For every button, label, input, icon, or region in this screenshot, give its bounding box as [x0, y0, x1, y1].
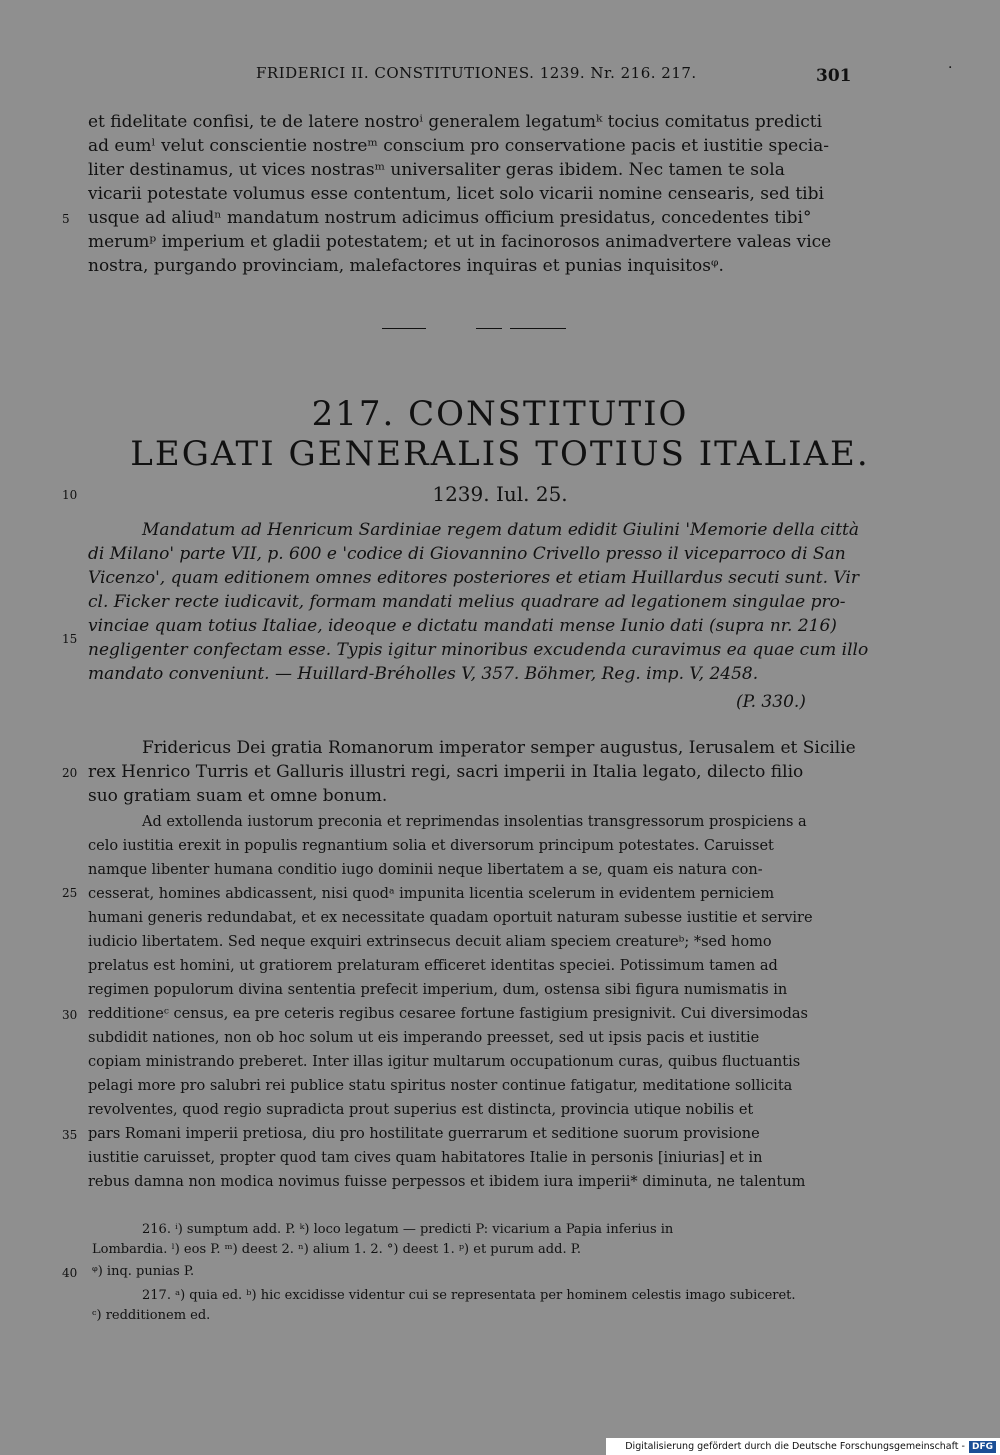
intro-line: di Milano' parte VII, p. 600 e 'codice di Giovannino Crivello presso il viceparroco di San — [88, 544, 846, 564]
line-number: 25 — [62, 886, 78, 900]
line-number: 20 — [62, 766, 78, 780]
page-reference: (P. 330.) — [736, 692, 806, 712]
intro-line: mandato conveniunt. — Huillard-Bréholles V, 357. Böhmer, Reg. imp. V, 2458. — [88, 664, 759, 684]
line-number: 35 — [62, 1128, 78, 1142]
body-line: subdidit nationes, non ob hoc solum ut eis imperando preesset, sed ut ipsis pacis et iustitie — [88, 1030, 760, 1046]
salutation-line: rex Henrico Turris et Galluris illustri regi, sacri imperii in Italia legato, dilecto filio — [88, 762, 804, 782]
body-line: Ad extollenda iustorum preconia et reprimendas insolentias transgressorum prospiciens a — [142, 814, 807, 830]
line-number: 10 — [62, 488, 78, 502]
intro-line: vinciae quam totius Italiae, ideoque e dictatu mandati mense Iunio dati (supra nr. 216) — [88, 616, 837, 636]
line-number: 5 — [62, 212, 70, 226]
footnote-line: 216. ⁱ) sumptum add. P. ᵏ) loco legatum — predicti P: vicarium a Papia inferius in — [142, 1222, 674, 1237]
salutation-line: suo gratiam suam et omne bonum. — [88, 786, 388, 806]
dfg-logo-icon: DFG — [969, 1441, 996, 1453]
intro-line: negligenter confectam esse. Typis igitur minoribus excudenda curavimus ea quae cum illo — [88, 640, 869, 660]
body-line: rebus damna non modica novimus fuisse perpessos et ibidem iura imperii* diminuta, ne talentum — [88, 1174, 806, 1190]
text-line: vicarii potestate volumus esse contentum, licet solo vicarii nomine censearis, sed tibi — [88, 184, 824, 204]
footnote-line: 217. ᵃ) quia ed. ᵇ) hic excidisse videntur cui se representata per hominem celestis imago subiceret. — [142, 1288, 796, 1303]
text-line: ad eumˡ velut conscientie nostreᵐ conscium pro conservatione pacis et iustitie specia- — [88, 136, 830, 156]
body-line: pelagi more pro salubri rei publice statu spiritus noster continue fatigatur, meditatione sollicita — [88, 1078, 793, 1094]
body-line: cesserat, homines abdicassent, nisi quodᵃ impunita licentia scelerum in evidentem perniciem — [88, 886, 775, 902]
body-line: revolventes, quod regio supradicta prout superius est distincta, provincia utique nobilis et — [88, 1102, 754, 1118]
intro-line: Mandatum ad Henricum Sardiniae regem datum edidit Giulini 'Memorie della città — [142, 520, 860, 540]
running-head: FRIDERICI II. CONSTITUTIONES. 1239. Nr. 216. 217. — [256, 64, 697, 82]
section-divider — [476, 328, 502, 329]
line-number: 40 — [62, 1266, 78, 1280]
footnote-line: ᵠ) inq. punias P. — [92, 1264, 195, 1279]
section-divider — [510, 328, 566, 329]
body-line: iustitie caruisset, propter quod tam cives quam habitatores Italie in personis [iniurias] et in — [88, 1150, 763, 1166]
body-line: namque libenter humana conditio iugo dominii neque libertatem a se, quam eis natura con- — [88, 862, 763, 878]
intro-line: Vicenzo', quam editionem omnes editores posteriores et etiam Huillardus secuti sunt. Vir — [88, 568, 859, 588]
body-line: copiam ministrando preberet. Inter illas igitur multarum occupationum curas, quibus fluctuantis — [88, 1054, 801, 1070]
line-number: 15 — [62, 632, 78, 646]
body-line: celo iustitia erexit in populis regnantium solia et diversorum principum potestates. Caruisset — [88, 838, 774, 854]
text-line: liter destinamus, ut vices nostrasᵐ universaliter geras ibidem. Nec tamen te sola — [88, 160, 785, 180]
footer-credit: Digitalisierung gefördert durch die Deutsche Forschungsgemeinschaft - — [625, 1441, 965, 1452]
text-line: nostra, purgando provinciam, malefactores inquiras et punias inquisitosᵠ. — [88, 256, 724, 276]
document-title: 217. CONSTITUTIO — [311, 394, 689, 434]
body-line: pars Romani imperii pretiosa, diu pro hostilitate guerrarum et seditione suorum provisione — [88, 1126, 760, 1142]
body-line: prelatus est homini, ut gratiorem prelaturam efficeret identitas speciei. Potissimum tamen ad — [88, 958, 778, 974]
intro-line: cl. Ficker recte iudicavit, formam mandati melius quadrare ad legationem singulae pro- — [88, 592, 846, 612]
body-line: redditioneᶜ census, ea pre ceteris regibus cesaree fortune fastigium presignivit. Cui diversimodas — [88, 1006, 808, 1022]
page-number: 301 — [816, 66, 852, 86]
text-line: et fidelitate confisi, te de latere nostroⁱ generalem legatumᵏ tocius comitatus predicti — [88, 112, 823, 132]
footnote-line: Lombardia. ˡ) eos P. ᵐ) deest 2. ⁿ) alium 1. 2. °) deest 1. ᵖ) et purum add. P. — [92, 1242, 581, 1257]
body-line: regimen populorum divina sententia prefecit imperium, dum, ostensa sibi figura numismatis in — [88, 982, 788, 998]
digitization-footer — [606, 1438, 1000, 1455]
section-divider — [382, 328, 426, 329]
document-subtitle: LEGATI GENERALIS TOTIUS ITALIAE. — [130, 434, 870, 474]
line-number: 30 — [62, 1008, 78, 1022]
footnote-line: ᶜ) redditionem ed. — [92, 1308, 211, 1323]
document-date: 1239. Iul. 25. — [432, 482, 568, 506]
edge-mark: · — [948, 60, 953, 76]
salutation-line: Fridericus Dei gratia Romanorum imperator semper augustus, Ierusalem et Sicilie — [142, 738, 856, 758]
text-line: usque ad aliudⁿ mandatum nostrum adicimus officium presidatus, concedentes tibi° — [88, 208, 812, 228]
body-line: humani generis redundabat, et ex necessitate quadam oportuit naturam subesse iustitie et servire — [88, 910, 813, 926]
text-line: merumᵖ imperium et gladii potestatem; et ut in facinorosos animadvertere valeas vice — [88, 232, 832, 252]
body-line: iudicio libertatem. Sed neque exquiri extrinsecus decuit aliam speciem creatureᵇ; *sed homo — [88, 934, 772, 950]
